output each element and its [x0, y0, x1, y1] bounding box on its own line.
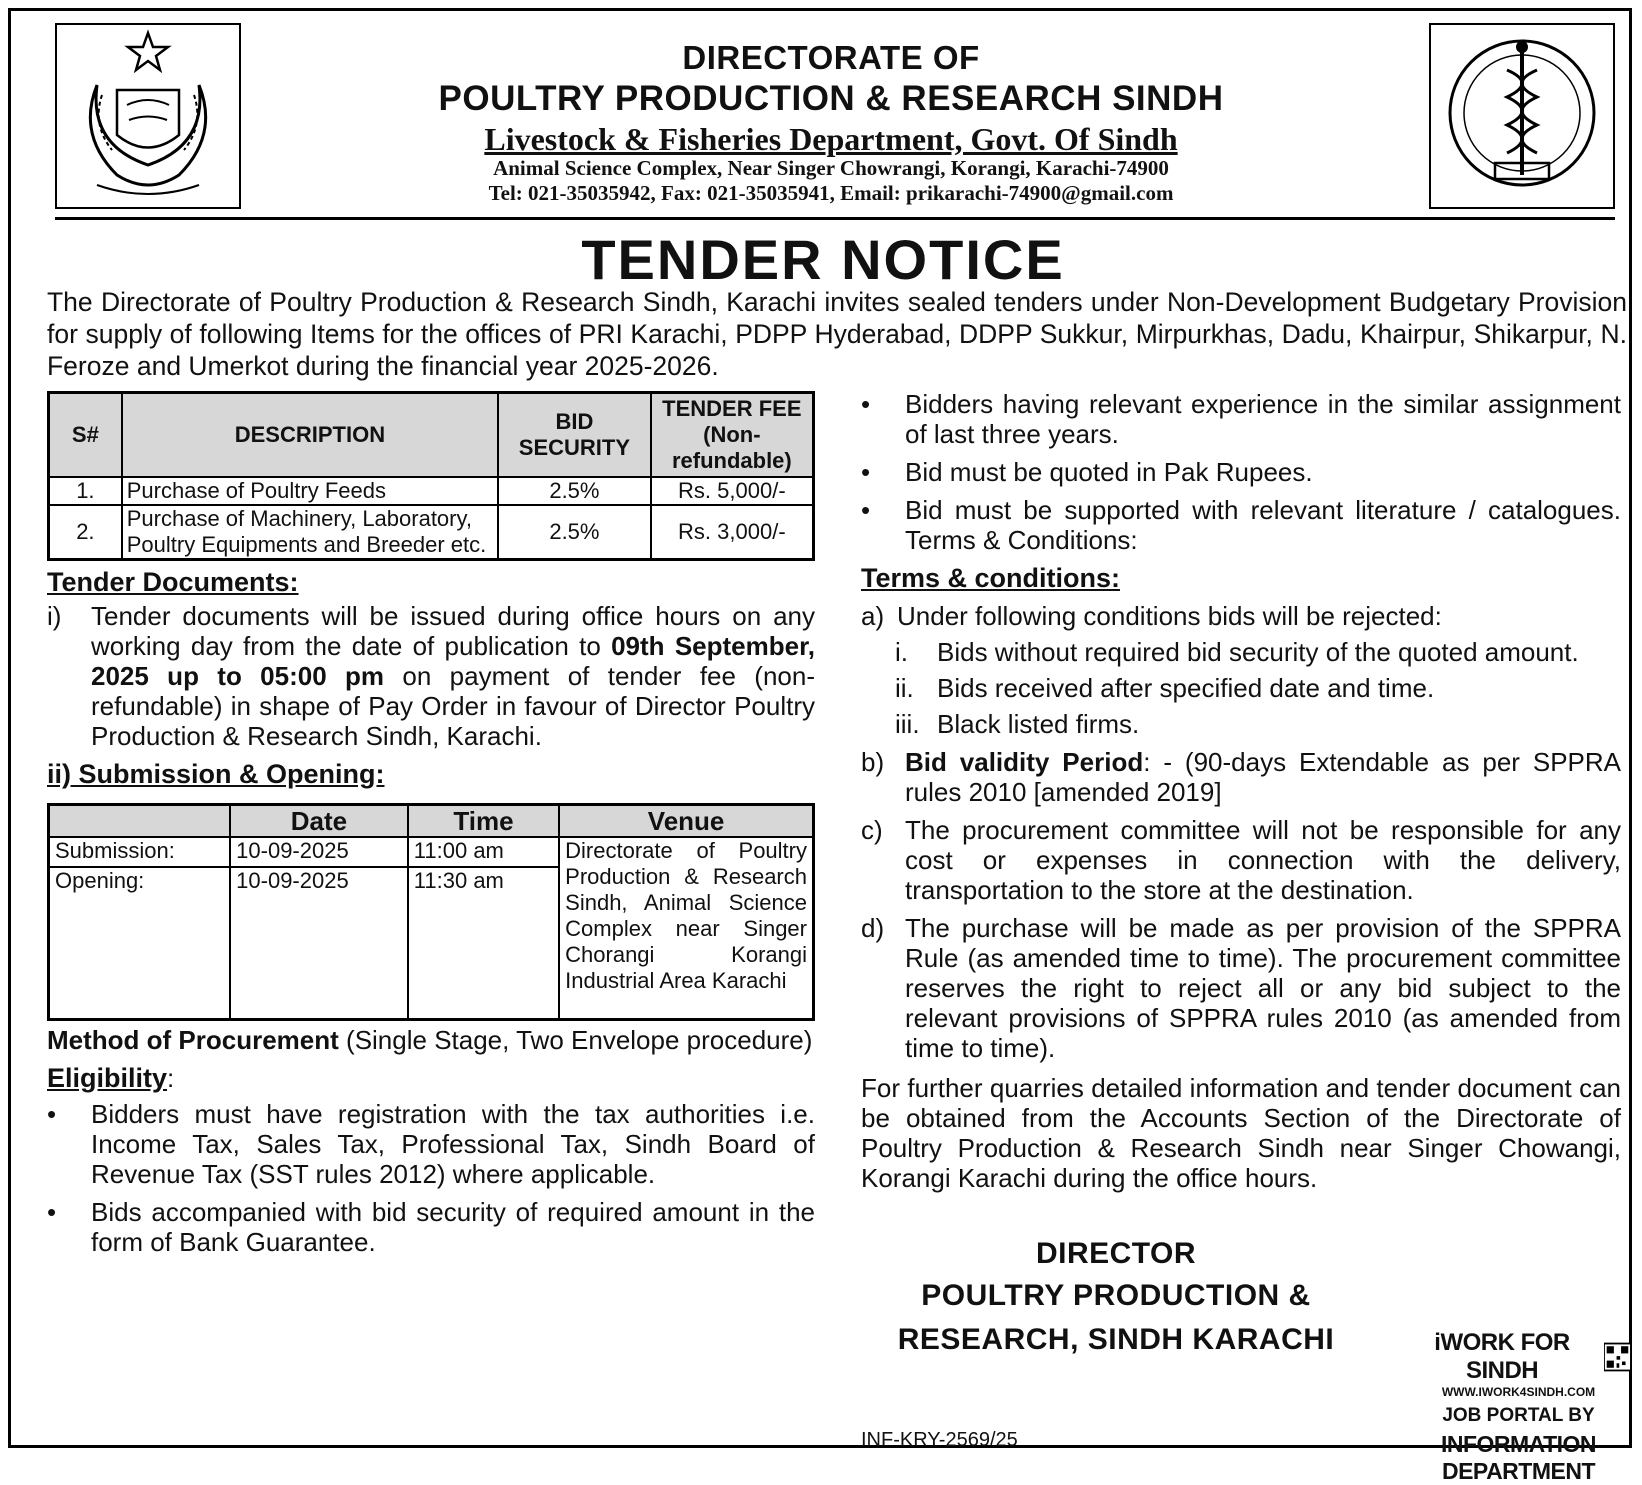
iwork-line-1: JOB PORTAL BY: [1442, 1405, 1595, 1426]
terms-sub-item: [895, 637, 1621, 667]
cell-sno: 1.: [49, 477, 122, 505]
item-marker: b): [861, 747, 885, 777]
signature-title: DIRECTOR: [1035, 1237, 1197, 1270]
bullet-icon: •: [861, 457, 871, 487]
terms-item-a: [861, 601, 1621, 631]
signature-line-2: POULTRY PRODUCTION &: [921, 1279, 1311, 1312]
header-line-1: DIRECTORATE OF: [682, 39, 980, 76]
terms-sub-item: [895, 709, 1621, 739]
item-marker: iii.: [895, 709, 920, 739]
list-item-text: Bids accompanied with bid security of required amount in the form of Bank Guarantee.: [91, 1197, 815, 1257]
cell-event: Opening:: [49, 867, 231, 1020]
list-item-text: Bid must be supported with relevant literature / catalogues. Terms & Conditions:: [905, 495, 1621, 555]
right-column: [861, 389, 1621, 1193]
cell-bid-security: 2.5%: [498, 477, 651, 505]
cell-sno: 2.: [49, 505, 122, 560]
iwork-brand: iWORK FOR SINDH: [1434, 1329, 1570, 1384]
item-text: [905, 747, 1621, 807]
terms-sub-item: [895, 673, 1621, 703]
header-description: DESCRIPTION: [122, 393, 498, 478]
bullet-icon: •: [861, 495, 871, 525]
header-time: Time: [408, 805, 559, 838]
emblem-icon: [57, 25, 239, 207]
terms-item-d: [861, 913, 1621, 1063]
cell-time: 11:30 am: [408, 867, 559, 1020]
list-item-text: Bidders having relevant experience in the similar assignment of last three years.: [905, 389, 1621, 449]
item-marker: ii.: [895, 673, 914, 703]
intro-paragraph: The Directorate of Poultry Production & Research Sindh, Karachi invites sealed tenders under Non-Development Budgetary Provision for supply of following Items for the offices of PRI Karachi, PDPP Hyderabad, DDPP Sukkur, Mirpurkhas, Dadu, Khairpur, Shikarpur, N. Feroze and Umerkot during the financial year 2025-2026.: [47, 287, 1627, 381]
items-table: [47, 391, 815, 561]
cell-date: 10-09-2025: [230, 837, 408, 867]
item-text: Under following conditions bids will be rejected:: [897, 601, 1442, 631]
item-text: Black listed firms.: [937, 709, 1140, 739]
item-marker: c): [861, 815, 883, 845]
header-contact: Tel: 021-35035942, Fax: 021-35035941, Email: prikarachi-74900@gmail.com: [488, 181, 1174, 205]
table-row: [49, 837, 814, 867]
list-item-text: Bid must be quoted in Pak Rupees.: [905, 457, 1313, 487]
table-row: [49, 505, 814, 560]
item-marker: i.: [895, 637, 908, 667]
cell-description: Purchase of Poultry Feeds: [122, 477, 498, 505]
bid-validity-label: Bid validity Period: [905, 747, 1144, 777]
item-text: Bids without required bid security of the quoted amount.: [937, 637, 1579, 667]
items-table-header: [49, 393, 814, 478]
cell-event: Submission:: [49, 837, 231, 867]
tender-documents-item-1: [47, 601, 815, 751]
eligibility-heading: Eligibility: [47, 1063, 168, 1093]
item-text-part-2: on payment of tender fee (non-refundable) in shape of Pay Order in favour of Director Poultry Production & Research Sindh, Karachi.: [91, 661, 815, 751]
iwork-line-2: INFORMATION DEPARTMENT: [1440, 1431, 1597, 1484]
list-item: [47, 1197, 815, 1257]
qr-code-icon: [1604, 1342, 1631, 1372]
iwork-badge: [1406, 1329, 1631, 1485]
header-blank: [49, 805, 231, 838]
header-line-2: POULTRY PRODUCTION & RESEARCH SINDH: [438, 79, 1224, 118]
cell-time: 11:00 am: [408, 837, 559, 867]
item-text: The procurement committee will not be responsible for any cost or expenses in connection with the delivery, transportation to the store at the destination.: [905, 815, 1621, 905]
list-item-text: Bidders must have registration with the tax authorities i.e. Income Tax, Sales Tax, Professional Tax, Sindh Board of Revenue Tax (SST rules 2012) where applicable.: [91, 1099, 815, 1189]
cell-bid-security: 2.5%: [498, 505, 651, 560]
item-text: The purchase will be made as per provision of the SPPRA Rule (as amended time to time). The procurement committee reserves the right to reject all or any bid subject to the relevant provisions of SPPRA rules 2010 (as amended from time to time).: [905, 913, 1621, 1063]
sindh-government-emblem: [55, 23, 241, 209]
terms-heading: Terms & conditions:: [861, 563, 1121, 593]
method-of-procurement: [47, 1025, 815, 1055]
list-item: [47, 1099, 815, 1189]
header-divider: [55, 217, 1615, 220]
eligibility-colon: :: [167, 1063, 175, 1093]
bullet-icon: •: [47, 1099, 57, 1129]
bullet-icon: •: [47, 1197, 57, 1227]
signature-line-3: RESEARCH, SINDH KARACHI: [897, 1323, 1335, 1356]
notice-frame: [8, 8, 1632, 1484]
item-text: Bids received after specified date and time.: [937, 673, 1435, 703]
bid-validity-text: : - (90-days Extendable as per SPPRA rules 2010 [amended 2019]: [905, 747, 1621, 807]
deadline-text: 09th September, 2025 up to 05:00 pm: [91, 631, 815, 691]
further-info-paragraph: For further quarries detailed information and tender document can be obtained from the Accounts Section of the Directorate of Poultry Production & Research Sindh near Singer Chowangi, Korangi Karachi during the office hours.: [861, 1073, 1621, 1193]
terms-item-b: [861, 747, 1621, 807]
header-address: Animal Science Complex, Near Singer Chowrangi, Korangi, Karachi-74900: [493, 156, 1169, 180]
caduceus-icon: [1431, 25, 1613, 207]
item-text: [91, 601, 815, 751]
header-bid-security: BID SECURITY: [498, 393, 651, 478]
schedule-table-header: [49, 805, 814, 838]
item-text-part-1: Tender documents will be issued during office hours on any working day from the date of publication to: [91, 601, 815, 661]
header-department: Livestock & Fisheries Department, Govt. Of Sindh: [484, 121, 1178, 157]
cell-venue: Directorate of Poultry Production & Research Sindh, Animal Science Complex near Singer Chorangi Korangi Industrial Area Karachi: [559, 837, 813, 1020]
tender-documents-heading: Tender Documents:: [47, 567, 299, 597]
method-text: (Single Stage, Two Envelope procedure): [346, 1025, 813, 1055]
item-marker: i): [47, 601, 62, 631]
iwork-url: WWW.IWORK4SINDH.COM: [1441, 1385, 1596, 1399]
cell-tender-fee: Rs. 3,000/-: [651, 505, 814, 560]
terms-item-c: [861, 815, 1621, 905]
submission-opening-heading: ii) Submission & Opening:: [47, 759, 385, 789]
page-title: TENDER NOTICE: [581, 228, 1065, 291]
left-column: [47, 391, 815, 1265]
item-marker: a): [861, 601, 885, 631]
reference-number: INF-KRY-2569/25: [861, 1429, 1018, 1451]
header-date: Date: [230, 805, 408, 838]
header-venue: Venue: [559, 805, 813, 838]
table-row: [49, 477, 814, 505]
bullet-icon: •: [861, 389, 871, 419]
eligibility-heading-row: [47, 1063, 815, 1093]
list-item: [861, 495, 1621, 555]
list-item: [861, 457, 1621, 487]
schedule-table: [47, 803, 815, 1021]
header-sno: S#: [49, 393, 122, 478]
veterinary-emblem: [1429, 23, 1615, 209]
cell-tender-fee: Rs. 5,000/-: [651, 477, 814, 505]
header-tender-fee: TENDER FEE (Non-refundable): [651, 393, 814, 478]
item-marker: d): [861, 913, 885, 943]
cell-date: 10-09-2025: [230, 867, 408, 1020]
list-item: [861, 389, 1621, 449]
cell-description: Purchase of Machinery, Laboratory, Poultry Equipments and Breeder etc.: [122, 505, 498, 560]
method-label: Method of Procurement: [47, 1025, 339, 1055]
